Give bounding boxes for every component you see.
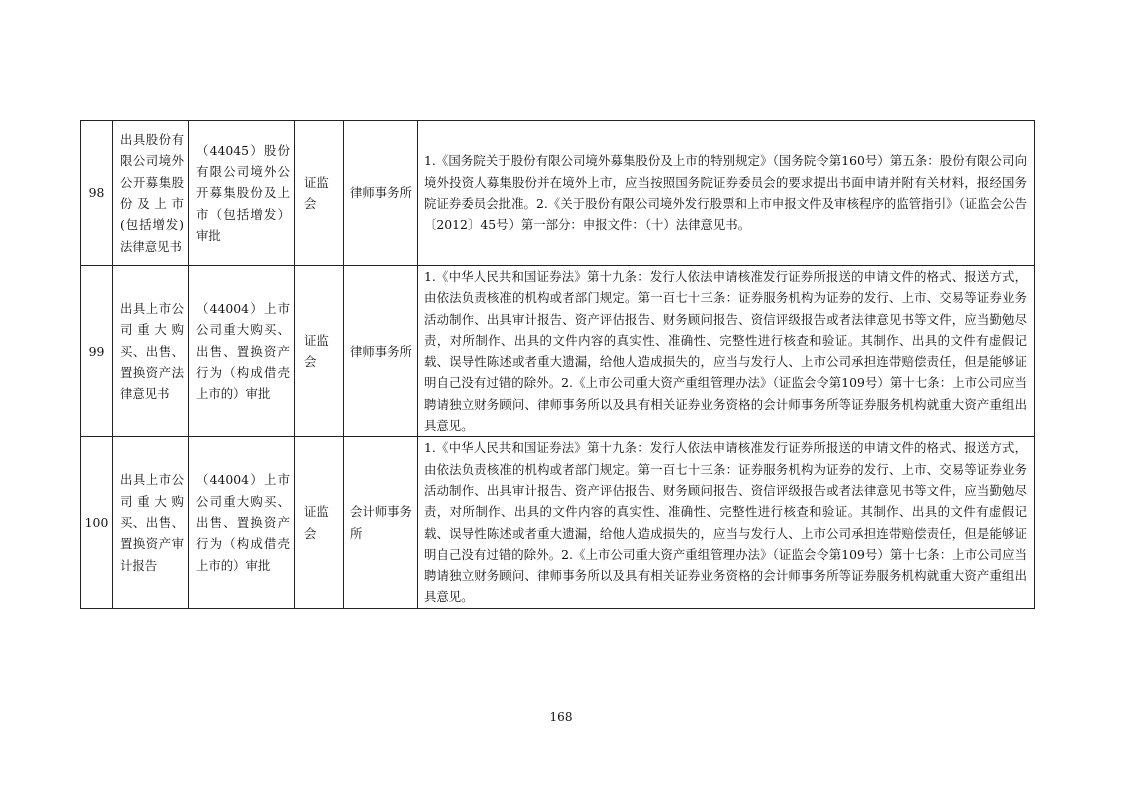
department: 证监会: [295, 121, 344, 266]
legal-basis: 1.《中华人民共和国证券法》第十九条：发行人依法申请核准发行证券所报送的申请文件的格式、报送方式，由依法负责核准的机构或者部门规定。第一百七十三条：证券服务机构为证券的发行、上市、交易等证券业务活动制作、出具审计报告、资产评估报告、财务顾问报告、资信评级报告或者法律意见书等文件，应当勤勉尽责，对所制作、出具的文件内容的真实性、准确性、完整性进行核查和验证。其制作、出具的文件有虚假记载、误导性陈述或者重大遗漏，给他人造成损失的，应当与发行人、上市公司承担连带赔偿责任，但是能够证明自己没有过错的除外。2.《上市公司重大资产重组管理办法》（证监会令第109号）第十七条：上市公司应当聘请独立财务顾问、律师事务所以及具有相关证券业务资格的会计师事务所等证券服务机构就重大资产重组出具意见。: [418, 266, 1035, 437]
approval-item: （44004）上市公司重大购买、出售、置换资产行为（构成借壳上市的）审批: [189, 437, 295, 608]
table-row: [81, 437, 1035, 608]
service-item: 出具上市公司重大购买、出售、置换资产审计报告: [113, 437, 189, 608]
service-item: 出具上市公司重大购买、出售、置换资产法律意见书: [113, 266, 189, 437]
service-institution: 会计师事务所: [344, 437, 418, 608]
service-institution: 律师事务所: [344, 121, 418, 266]
row-number: 100: [81, 437, 113, 608]
legal-basis: 1.《中华人民共和国证券法》第十九条：发行人依法申请核准发行证券所报送的申请文件的格式、报送方式，由依法负责核准的机构或者部门规定。第一百七十三条：证券服务机构为证券的发行、上市、交易等证券业务活动制作、出具审计报告、资产评估报告、财务顾问报告、资信评级报告或者法律意见书等文件，应当勤勉尽责，对所制作、出具的文件内容的真实性、准确性、完整性进行核查和验证。其制作、出具的文件有虚假记载、误导性陈述或者重大遗漏，给他人造成损失的，应当与发行人、上市公司承担连带赔偿责任，但是能够证明自己没有过错的除外。2.《上市公司重大资产重组管理办法》（证监会令第109号）第十七条：上市公司应当聘请独立财务顾问、律师事务所以及具有相关证券业务资格的会计师事务所等证券服务机构就重大资产重组出具意见。: [418, 437, 1035, 608]
service-institution: 律师事务所: [344, 266, 418, 437]
department: 证监会: [295, 437, 344, 608]
department: 证监会: [295, 266, 344, 437]
row-number: 99: [81, 266, 113, 437]
intermediary-services-table: [80, 120, 1035, 609]
approval-item: （44045）股份有限公司境外公开募集股份及上市（包括增发）审批: [189, 121, 295, 266]
row-number: 98: [81, 121, 113, 266]
service-item: 出具股份有限公司境外公开募集股份及上市(包括增发)法律意见书: [113, 121, 189, 266]
table-row: [81, 266, 1035, 437]
legal-basis: 1.《国务院关于股份有限公司境外募集股份及上市的特别规定》（国务院令第160号）第五条：股份有限公司向境外投资人募集股份并在境外上市，应当按照国务院证券委员会的要求提出书面申请并附有关材料，报经国务院证券委员会批准。2.《关于股份有限公司境外发行股票和上市申报文件及审核程序的监管指引》（证监会公告〔2012〕45号）第一部分：申报文件：（十）法律意见书。: [418, 121, 1035, 266]
table-row: [81, 121, 1035, 266]
page-number: 168: [549, 710, 573, 724]
approval-item: （44004）上市公司重大购买、出售、置换资产行为（构成借壳上市的）审批: [189, 266, 295, 437]
